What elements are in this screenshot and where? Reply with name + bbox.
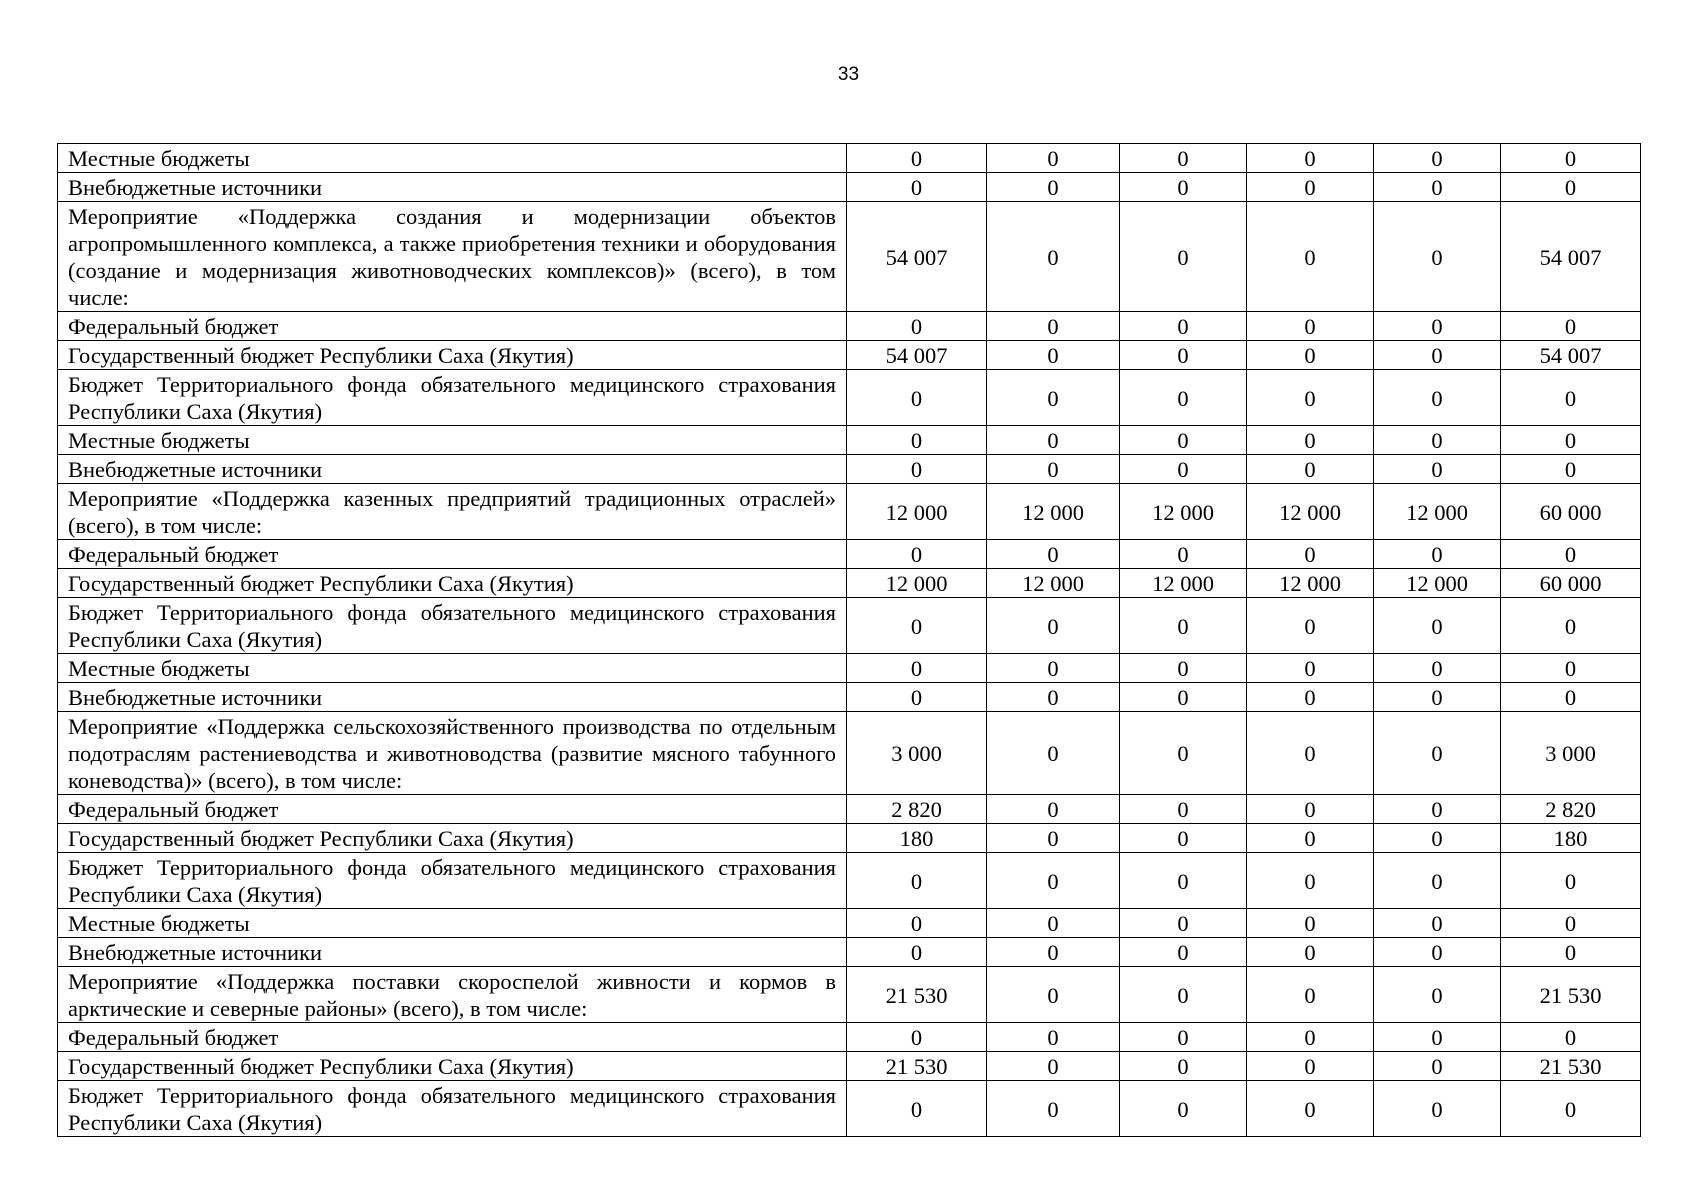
value-cell: 0 [847, 654, 987, 683]
value-cell: 0 [987, 712, 1120, 795]
value-cell: 0 [847, 173, 987, 202]
value-cell: 0 [1501, 455, 1641, 484]
value-cell: 0 [1120, 795, 1247, 824]
table-row [58, 569, 1641, 598]
table-body [58, 144, 1641, 1137]
table-row [58, 312, 1641, 341]
value-cell: 0 [1120, 312, 1247, 341]
value-cell: 54 007 [847, 202, 987, 312]
page-number: 33 [837, 64, 860, 85]
row-label: Государственный бюджет Республики Саха (Якутия) [58, 824, 847, 853]
value-cell: 0 [1120, 909, 1247, 938]
value-cell: 0 [847, 1081, 987, 1137]
value-cell: 0 [847, 853, 987, 909]
row-label: Бюджет Территориального фонда обязательного медицинского страхования Республики Саха (Якутия) [58, 1081, 847, 1137]
value-cell: 0 [1501, 909, 1641, 938]
value-cell: 2 820 [1501, 795, 1641, 824]
value-cell: 0 [987, 967, 1120, 1023]
value-cell: 0 [1374, 312, 1501, 341]
value-cell: 12 000 [1374, 484, 1501, 540]
value-cell: 0 [1247, 598, 1374, 654]
value-cell: 0 [987, 455, 1120, 484]
value-cell: 54 007 [847, 341, 987, 370]
value-cell: 0 [1120, 1023, 1247, 1052]
value-cell: 0 [987, 1023, 1120, 1052]
value-cell: 0 [1120, 712, 1247, 795]
value-cell: 0 [1374, 370, 1501, 426]
table-row [58, 824, 1641, 853]
value-cell: 0 [847, 683, 987, 712]
value-cell: 0 [847, 1023, 987, 1052]
table-row [58, 426, 1641, 455]
value-cell: 0 [1120, 370, 1247, 426]
value-cell: 0 [847, 426, 987, 455]
value-cell: 0 [1247, 173, 1374, 202]
table-row [58, 370, 1641, 426]
value-cell: 0 [1247, 455, 1374, 484]
value-cell: 0 [1374, 938, 1501, 967]
value-cell: 0 [1374, 426, 1501, 455]
value-cell: 0 [1501, 540, 1641, 569]
value-cell: 60 000 [1501, 569, 1641, 598]
value-cell: 0 [847, 938, 987, 967]
row-label: Мероприятие «Поддержка поставки скороспелой живности и кормов в арктические и северные районы» (всего), в том числе: [58, 967, 847, 1023]
value-cell: 0 [1374, 795, 1501, 824]
value-cell: 12 000 [1120, 484, 1247, 540]
value-cell: 0 [1374, 654, 1501, 683]
value-cell: 0 [987, 202, 1120, 312]
table-row [58, 938, 1641, 967]
value-cell: 0 [1501, 426, 1641, 455]
value-cell: 12 000 [1247, 569, 1374, 598]
value-cell: 21 530 [1501, 967, 1641, 1023]
value-cell: 0 [1501, 654, 1641, 683]
value-cell: 0 [847, 312, 987, 341]
value-cell: 0 [1374, 824, 1501, 853]
value-cell: 0 [1501, 173, 1641, 202]
row-label: Мероприятие «Поддержка сельскохозяйственного производства по отдельным подотраслям растениеводства и животноводства (развитие мясного табунного коневодства)» (всего), в том числе: [58, 712, 847, 795]
value-cell: 0 [1374, 967, 1501, 1023]
table-row [58, 540, 1641, 569]
value-cell: 0 [1120, 967, 1247, 1023]
value-cell: 0 [1374, 853, 1501, 909]
value-cell: 0 [847, 144, 987, 173]
table-row [58, 598, 1641, 654]
table-row [58, 173, 1641, 202]
row-label: Бюджет Территориального фонда обязательного медицинского страхования Республики Саха (Якутия) [58, 853, 847, 909]
value-cell: 0 [1247, 144, 1374, 173]
table-row [58, 795, 1641, 824]
value-cell: 0 [1501, 938, 1641, 967]
value-cell: 0 [1501, 312, 1641, 341]
row-label: Федеральный бюджет [58, 540, 847, 569]
table-row [58, 654, 1641, 683]
value-cell: 0 [987, 824, 1120, 853]
table-row [58, 967, 1641, 1023]
value-cell: 0 [847, 370, 987, 426]
value-cell: 0 [1120, 1052, 1247, 1081]
value-cell: 0 [1120, 173, 1247, 202]
value-cell: 3 000 [847, 712, 987, 795]
value-cell: 0 [847, 909, 987, 938]
value-cell: 0 [1247, 824, 1374, 853]
row-label: Государственный бюджет Республики Саха (Якутия) [58, 341, 847, 370]
value-cell: 0 [1247, 370, 1374, 426]
value-cell: 2 820 [847, 795, 987, 824]
row-label: Местные бюджеты [58, 144, 847, 173]
value-cell: 0 [1501, 683, 1641, 712]
value-cell: 0 [1120, 455, 1247, 484]
table-row [58, 683, 1641, 712]
value-cell: 0 [987, 312, 1120, 341]
value-cell: 0 [1120, 341, 1247, 370]
value-cell: 0 [987, 795, 1120, 824]
value-cell: 0 [1501, 144, 1641, 173]
value-cell: 0 [987, 540, 1120, 569]
value-cell: 0 [1247, 426, 1374, 455]
value-cell: 0 [1247, 1023, 1374, 1052]
row-label: Бюджет Территориального фонда обязательного медицинского страхования Республики Саха (Якутия) [58, 598, 847, 654]
value-cell: 0 [1374, 202, 1501, 312]
table-row [58, 853, 1641, 909]
value-cell: 0 [1247, 312, 1374, 341]
value-cell: 0 [1247, 1052, 1374, 1081]
value-cell: 0 [1374, 683, 1501, 712]
value-cell: 0 [1374, 540, 1501, 569]
value-cell: 0 [1247, 795, 1374, 824]
table-row [58, 341, 1641, 370]
value-cell: 0 [1120, 1081, 1247, 1137]
table-row [58, 909, 1641, 938]
value-cell: 12 000 [847, 484, 987, 540]
value-cell: 0 [1120, 654, 1247, 683]
value-cell: 12 000 [1247, 484, 1374, 540]
value-cell: 0 [1247, 683, 1374, 712]
value-cell: 0 [1120, 144, 1247, 173]
value-cell: 0 [1501, 370, 1641, 426]
table-row [58, 455, 1641, 484]
value-cell: 0 [1374, 1023, 1501, 1052]
row-label: Федеральный бюджет [58, 795, 847, 824]
row-label: Местные бюджеты [58, 909, 847, 938]
value-cell: 0 [1247, 202, 1374, 312]
table-row [58, 1052, 1641, 1081]
table-row [58, 1081, 1641, 1137]
value-cell: 0 [1374, 598, 1501, 654]
value-cell: 0 [987, 173, 1120, 202]
row-label: Местные бюджеты [58, 426, 847, 455]
value-cell: 0 [987, 1081, 1120, 1137]
value-cell: 0 [1120, 683, 1247, 712]
value-cell: 0 [987, 426, 1120, 455]
value-cell: 21 530 [847, 967, 987, 1023]
value-cell: 0 [1374, 144, 1501, 173]
table-row [58, 1023, 1641, 1052]
value-cell: 0 [987, 654, 1120, 683]
table-row [58, 202, 1641, 312]
row-label: Внебюджетные источники [58, 455, 847, 484]
value-cell: 0 [1374, 455, 1501, 484]
row-label: Федеральный бюджет [58, 1023, 847, 1052]
value-cell: 0 [1374, 1052, 1501, 1081]
value-cell: 0 [1501, 598, 1641, 654]
value-cell: 0 [987, 853, 1120, 909]
value-cell: 0 [1120, 540, 1247, 569]
value-cell: 0 [1120, 598, 1247, 654]
value-cell: 21 530 [1501, 1052, 1641, 1081]
value-cell: 12 000 [987, 484, 1120, 540]
value-cell: 12 000 [987, 569, 1120, 598]
value-cell: 54 007 [1501, 341, 1641, 370]
value-cell: 54 007 [1501, 202, 1641, 312]
value-cell: 0 [1374, 1081, 1501, 1137]
value-cell: 0 [1247, 938, 1374, 967]
value-cell: 0 [1247, 909, 1374, 938]
value-cell: 0 [1374, 173, 1501, 202]
value-cell: 0 [987, 341, 1120, 370]
row-label: Местные бюджеты [58, 654, 847, 683]
value-cell: 60 000 [1501, 484, 1641, 540]
row-label: Федеральный бюджет [58, 312, 847, 341]
value-cell: 0 [1374, 909, 1501, 938]
value-cell: 0 [1120, 202, 1247, 312]
value-cell: 0 [1120, 426, 1247, 455]
table-row [58, 712, 1641, 795]
value-cell: 0 [1374, 712, 1501, 795]
value-cell: 0 [1374, 341, 1501, 370]
value-cell: 0 [1247, 967, 1374, 1023]
row-label: Государственный бюджет Республики Саха (Якутия) [58, 1052, 847, 1081]
value-cell: 0 [1501, 1023, 1641, 1052]
value-cell: 0 [1120, 853, 1247, 909]
value-cell: 0 [847, 455, 987, 484]
row-label: Бюджет Территориального фонда обязательного медицинского страхования Республики Саха (Якутия) [58, 370, 847, 426]
value-cell: 0 [1247, 540, 1374, 569]
value-cell: 0 [847, 598, 987, 654]
value-cell: 180 [847, 824, 987, 853]
value-cell: 0 [987, 938, 1120, 967]
value-cell: 0 [987, 370, 1120, 426]
budget-table [57, 143, 1641, 1137]
row-label: Внебюджетные источники [58, 173, 847, 202]
value-cell: 0 [1120, 938, 1247, 967]
value-cell: 0 [1247, 853, 1374, 909]
value-cell: 0 [987, 1052, 1120, 1081]
value-cell: 12 000 [847, 569, 987, 598]
value-cell: 0 [847, 540, 987, 569]
value-cell: 12 000 [1374, 569, 1501, 598]
value-cell: 12 000 [1120, 569, 1247, 598]
row-label: Мероприятие «Поддержка казенных предприятий традиционных отраслей» (всего), в том числе: [58, 484, 847, 540]
value-cell: 0 [1247, 712, 1374, 795]
row-label: Государственный бюджет Республики Саха (Якутия) [58, 569, 847, 598]
value-cell: 0 [987, 598, 1120, 654]
value-cell: 3 000 [1501, 712, 1641, 795]
table-row [58, 484, 1641, 540]
value-cell: 0 [1247, 341, 1374, 370]
table-row [58, 144, 1641, 173]
value-cell: 0 [987, 909, 1120, 938]
value-cell: 0 [1501, 1081, 1641, 1137]
value-cell: 0 [1501, 853, 1641, 909]
value-cell: 0 [987, 144, 1120, 173]
value-cell: 0 [1120, 824, 1247, 853]
row-label: Мероприятие «Поддержка создания и модернизации объектов агропромышленного комплекса, а также приобретения техники и оборудования (создание и модернизация животноводческих комплексов)» (всего), в том числе: [58, 202, 847, 312]
row-label: Внебюджетные источники [58, 938, 847, 967]
value-cell: 0 [1247, 1081, 1374, 1137]
value-cell: 0 [987, 683, 1120, 712]
value-cell: 21 530 [847, 1052, 987, 1081]
value-cell: 180 [1501, 824, 1641, 853]
value-cell: 0 [1247, 654, 1374, 683]
row-label: Внебюджетные источники [58, 683, 847, 712]
